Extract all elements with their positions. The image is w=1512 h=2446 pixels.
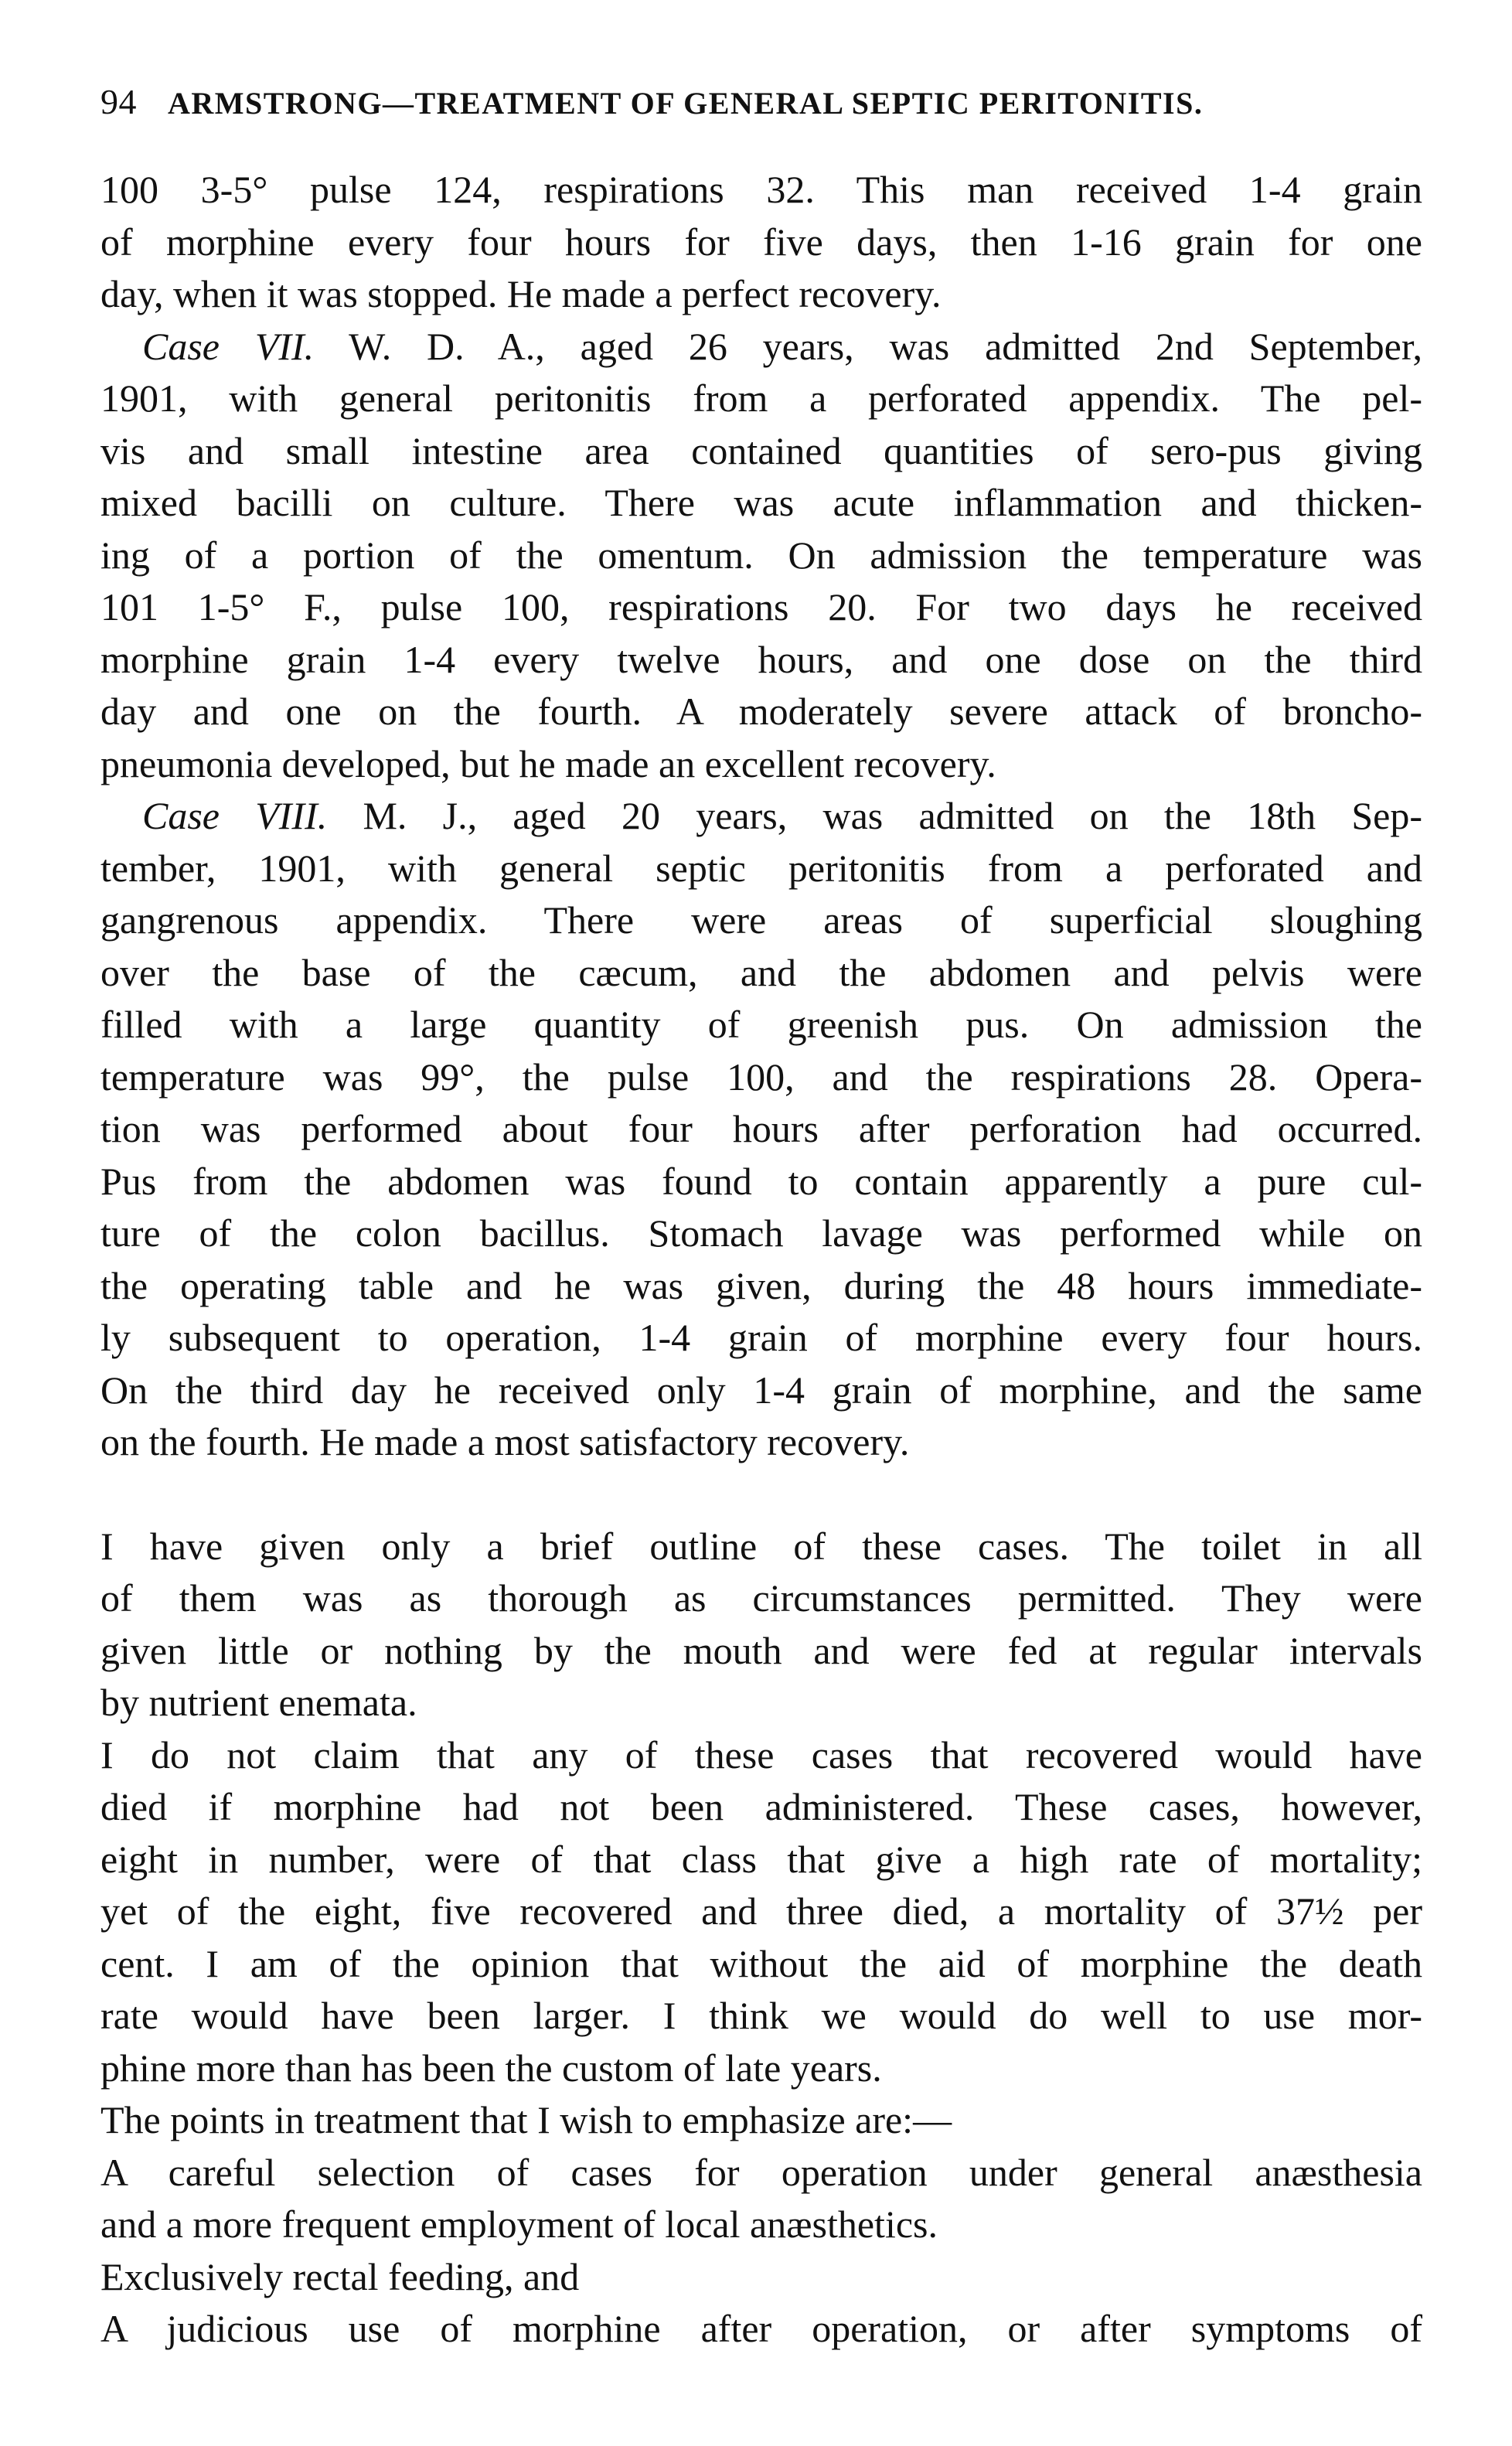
text-line: tion was performed about four hours after perforation had occurred. <box>100 1107 1422 1150</box>
case-label: Case VIII. <box>142 794 328 837</box>
text-line: phine more than has been the custom of late years. <box>100 2046 882 2090</box>
page-number: 94 <box>100 82 137 121</box>
text-line: Exclusively rectal feeding, and <box>100 2254 580 2298</box>
running-title: ARMSTRONG—TREATMENT OF GENERAL SEPTIC PERITONITIS. <box>168 86 1204 121</box>
text-line: eight in number, were of that class that give a high rate of mortality; <box>100 1837 1422 1881</box>
text-line: vis and small intestine area contained quantities of sero-pus giving <box>100 428 1422 472</box>
case-label: Case VII. <box>142 324 315 368</box>
paragraph-careful-selection <box>100 2147 1422 2251</box>
text-line: day, when it was stopped. He made a perfect recovery. <box>100 272 942 315</box>
paragraph-outline <box>100 1521 1422 1729</box>
text-fragment: M. J., aged 20 years, was admitted on the 18th Sep- <box>327 794 1422 837</box>
text-line: I have given only a brief outline of these cases. The toilet in all <box>100 1524 1422 1568</box>
body-text <box>100 164 1422 2356</box>
paragraph-case6-continuation <box>100 164 1422 321</box>
text-line: 100 3-5° pulse 124, respirations 32. This man received 1-4 grain <box>100 168 1422 211</box>
text-line: gangrenous appendix. There were areas of superficial sloughing <box>100 898 1422 942</box>
text-line: of morphine every four hours for five days, then 1-16 grain for one <box>100 220 1422 264</box>
text-line: A judicious use of morphine after operation, or after symptoms of <box>100 2307 1422 2350</box>
text-line: day and one on the fourth. A moderately severe attack of broncho- <box>100 690 1422 733</box>
text-line: mixed bacilli on culture. There was acute inflammation and thicken- <box>100 481 1422 524</box>
section-gap <box>100 1469 1422 1521</box>
paragraph-case7 <box>100 321 1422 791</box>
text-line: ture of the colon bacillus. Stomach lavage was performed while on <box>100 1211 1422 1255</box>
text-line: over the base of the cæcum, and the abdomen and pelvis were <box>100 950 1422 994</box>
running-head <box>100 71 1422 133</box>
text-line: morphine grain 1-4 every twelve hours, and one dose on the third <box>100 637 1422 681</box>
paragraph-judicious-use <box>100 2303 1422 2356</box>
text-line: filled with a large quantity of greenish pus. On admission the <box>100 1003 1422 1046</box>
text-line: Pus from the abdomen was found to contain apparently a pure cul- <box>100 1159 1422 1203</box>
text-line: ly subsequent to operation, 1-4 grain of morphine every four hours. <box>100 1316 1422 1359</box>
text-line: given little or nothing by the mouth and were fed at regular intervals <box>100 1628 1422 1672</box>
text-line: cent. I am of the opinion that without the aid of morphine the death <box>100 1941 1422 1985</box>
text-line: 1901, with general peritonitis from a perforated appendix. The pel- <box>100 376 1422 420</box>
text-line: temperature was 99°, the pulse 100, and the respirations 28. Opera- <box>100 1054 1422 1099</box>
text-line: A careful selection of cases for operation under general anæsthesia <box>100 2150 1422 2194</box>
text-line <box>100 321 1422 373</box>
text-line: rate would have been larger. I think we would do well to use mor- <box>100 1994 1422 2037</box>
text-fragment: W. D. A., aged 26 years, was admitted 2nd September, <box>314 324 1423 368</box>
text-line: ing of a portion of the omentum. On admission the temperature was <box>100 533 1422 577</box>
text-line: on the fourth. He made a most satisfactory recovery. <box>100 1420 910 1463</box>
text-line: On the third day he received only 1-4 grain of morphine, and the same <box>100 1368 1422 1412</box>
text-line <box>100 790 1422 843</box>
paragraph-case8 <box>100 790 1422 1469</box>
text-line: tember, 1901, with general septic peritonitis from a perforated and <box>100 846 1422 890</box>
text-line: and a more frequent employment of local anæsthetics. <box>100 2202 938 2246</box>
text-line: I do not claim that any of these cases that recovered would have <box>100 1732 1422 1777</box>
text-line: by nutrient enemata. <box>100 1681 417 1724</box>
text-line: yet of the eight, five recovered and three died, a mortality of 37½ per <box>100 1889 1422 1933</box>
text-line: the operating table and he was given, during the 48 hours immediate- <box>100 1263 1422 1307</box>
paragraph-points <box>100 2094 1422 2147</box>
text-line: The points in treatment that I wish to emphasize are:— <box>100 2098 952 2141</box>
text-line: 101 1-5° F., pulse 100, respirations 20. For two days he received <box>100 585 1422 629</box>
text-line: died if morphine had not been administered. These cases, however, <box>100 1785 1422 1828</box>
text-line: of them was as thorough as circumstances permitted. They were <box>100 1576 1422 1620</box>
paragraph-claim <box>100 1729 1422 2095</box>
text-line: pneumonia developed, but he made an excellent recovery. <box>100 741 996 785</box>
paragraph-rectal-feeding <box>100 2251 1422 2304</box>
